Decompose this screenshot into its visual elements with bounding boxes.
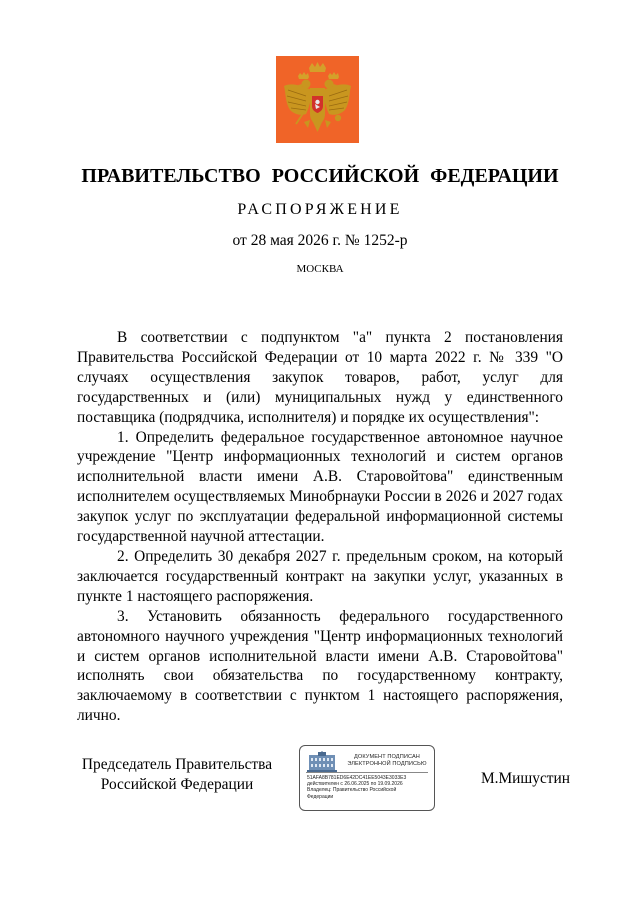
stamp-owner-line-1: Владелец: Правительство Российской: [307, 787, 397, 794]
preamble-paragraph: В соответствии с подпунктом "а" пункта 2 постановления Правительства Российской Федерации от 10 марта 2022 г. № 339 "О случаях осуществления закупок товаров, работ, услуг для государственных и (или) муниципальных нужд у единственного поставщика (подрядчика, исполнителя) и порядке их осуществления":: [77, 329, 563, 426]
clause-1-paragraph: 1. Определить федеральное государственное автономное научное учреждение "Центр информационных технологий и систем органов исполнительной власти имени А.В. Старовойтова" единственным исполнителем осуществляемых Минобрнауки России в 2026 и 2027 годах закупок услуг по эксплуатации федеральной информационной системы государственной научной аттестации.: [77, 428, 563, 546]
stamp-title: [342, 754, 432, 768]
stamp-validity: действителен с 26.06.2025 по 19.09.2026: [307, 781, 403, 788]
document-type: РАСПОРЯЖЕНИЕ: [237, 201, 403, 218]
electronic-signature-stamp: [299, 745, 435, 811]
stamp-title-line-1: ДОКУМЕНТ ПОДПИСАН: [354, 754, 420, 760]
stamp-serial: 51AFA8B781ED6E42DC41EE5043E3033E3: [307, 775, 407, 781]
coat-of-arms-icon: [276, 56, 359, 143]
clause-2-paragraph: 2. Определить 30 декабря 2027 г. предельным сроком, на который заключается государственный контракт на закупки услуг, указанных в пункте 1 настоящего распоряжения.: [77, 547, 563, 605]
signatory-position-line-1: Председатель Правительства: [81, 756, 273, 773]
signatory-position-line-2: Российской Федерации: [100, 775, 254, 793]
government-building-icon: [306, 751, 338, 773]
stamp-divider: [306, 772, 428, 773]
document-body: [77, 328, 563, 726]
document-city: МОСКВА: [296, 263, 344, 275]
signatory-name: М.Мишустин: [480, 770, 570, 787]
clause-3-paragraph: 3. Установить обязанность федерального государственного автономного научного учреждения "Центр информационных технологий и систем органов исполнительной власти имени А.В. Старовойтова" исполнять свои обязательства по государственному контракту, заключаемому в соответствии с пунктом 1 настоящего распоряжения, лично.: [77, 607, 563, 725]
stamp-title-line-2: ЭЛЕКТРОННОЙ ПОДПИСЬЮ: [347, 761, 427, 767]
document-date-number: от 28 мая 2026 г. № 1252-р: [232, 232, 408, 249]
stamp-details: [307, 775, 431, 800]
signatory-position: [77, 755, 277, 794]
organization-title: ПРАВИТЕЛЬСТВО РОССИЙСКОЙ ФЕДЕРАЦИИ: [81, 165, 559, 187]
stamp-owner-line-2: Федерации: [307, 793, 334, 800]
